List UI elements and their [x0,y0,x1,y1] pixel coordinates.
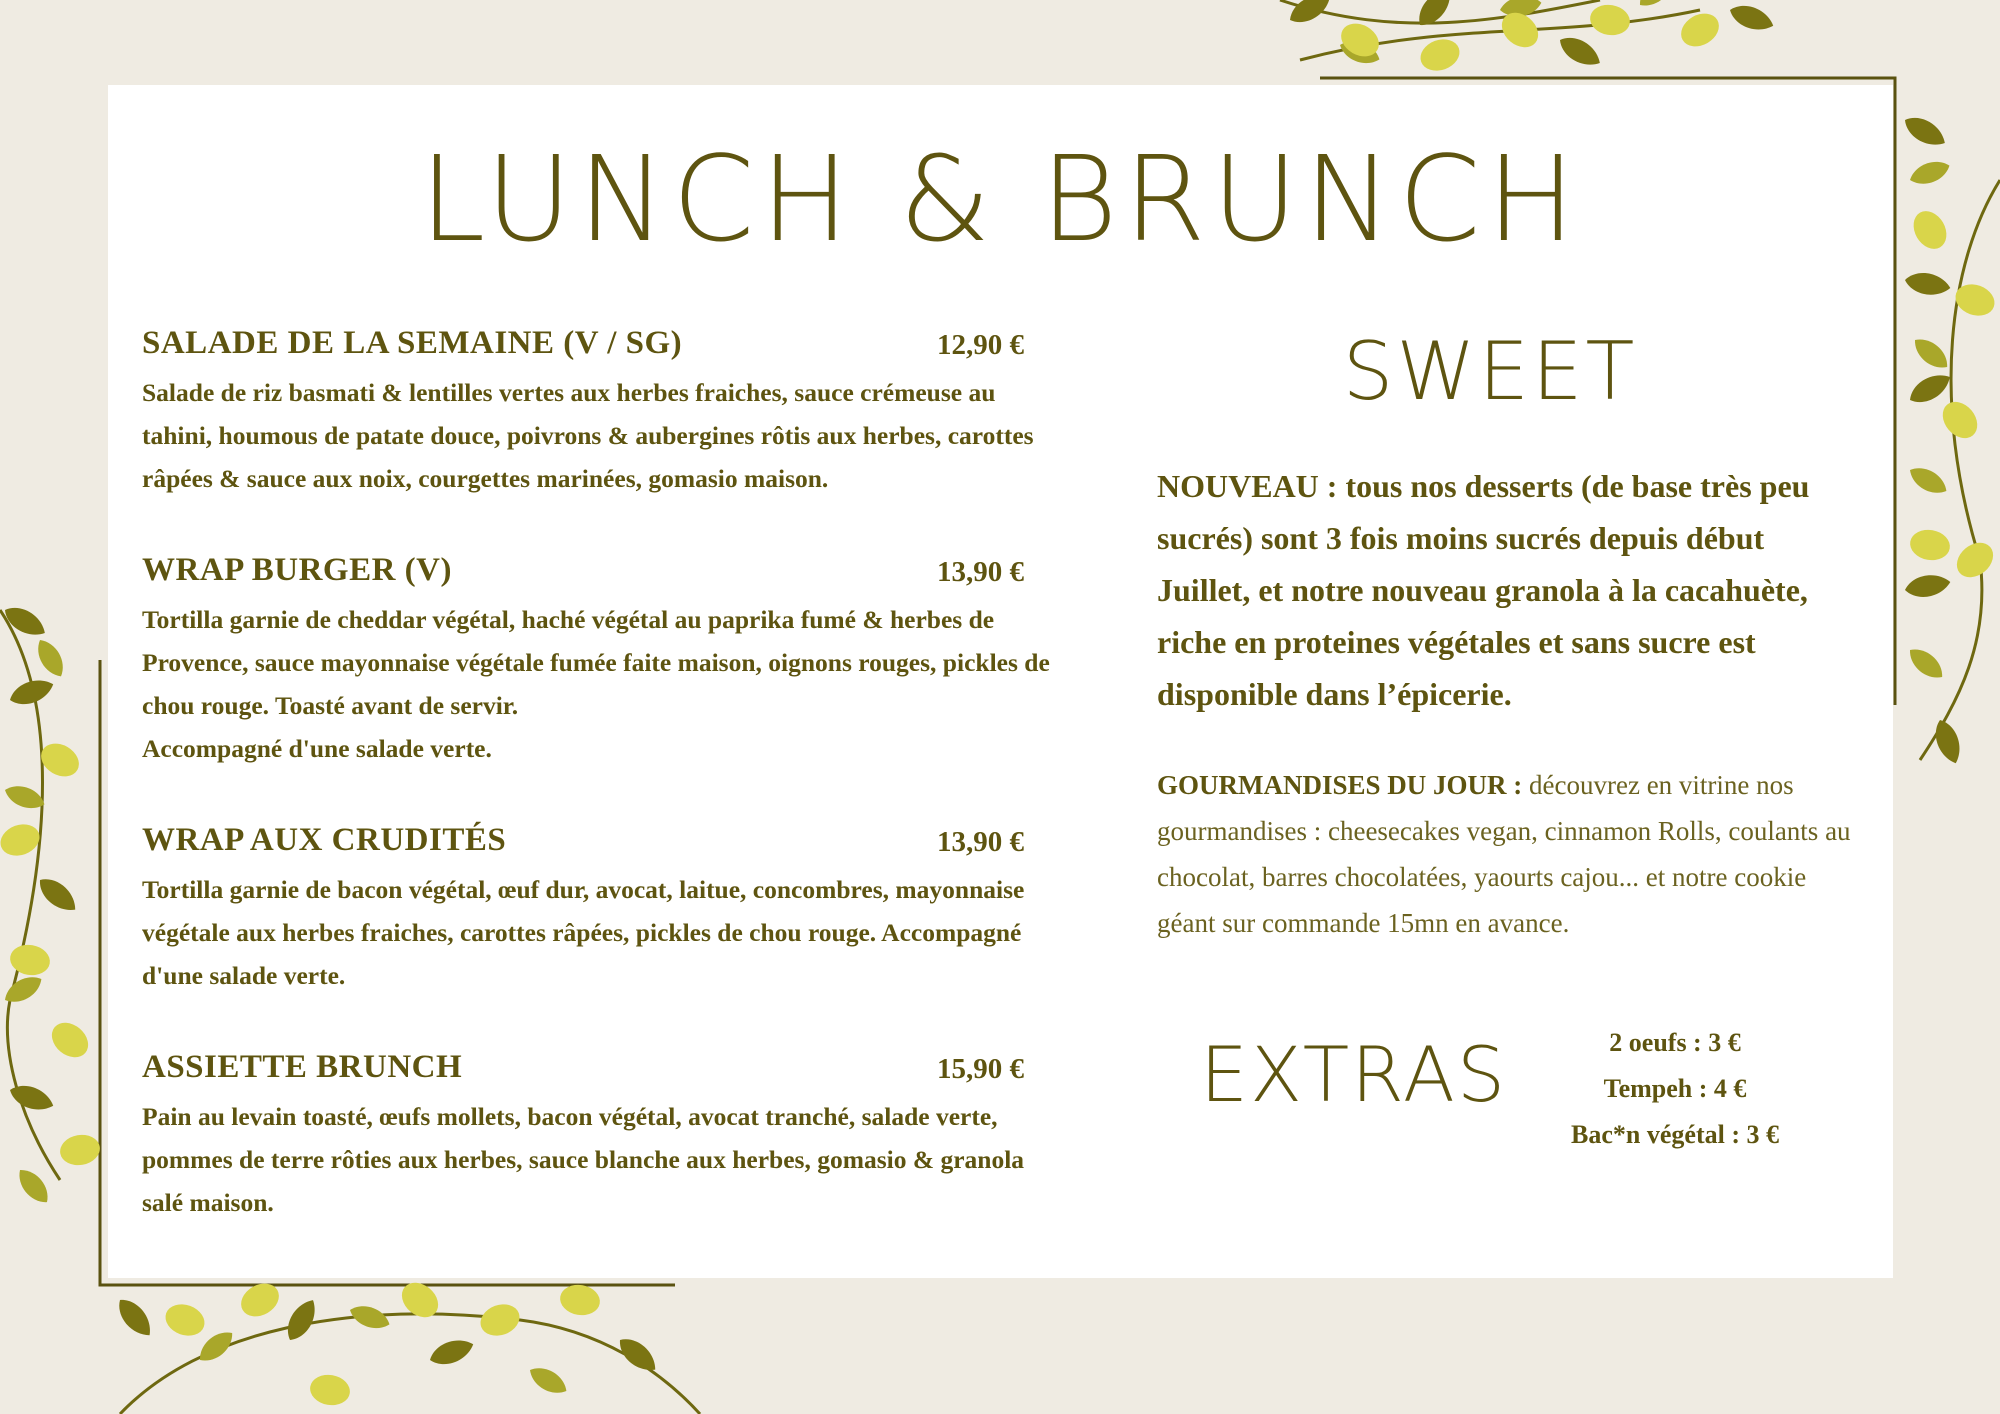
menu-item-name: WRAP AUX CRUDITÉS [142,822,507,858]
daily-treats-description: découvrez en vitrine nos gourmandises : cheesecakes vegan, cinnamon Rolls, coulants au chocolat, barres chocolatées, yaourts cajou... et notre cookie géant sur commande 15mn en avance. [1157,770,1851,938]
olive-branch-left [0,601,102,1209]
olive-branch-top-right [1280,0,1777,76]
menu-item [142,325,1052,500]
extras-item: Tempeh : 4 € [1603,1074,1747,1103]
menu-item-price: 13,90 € [937,556,1024,588]
olive-branch-bottom-left [112,1276,700,1414]
menu-item [142,1049,1052,1224]
menu-item [142,822,1052,997]
menu-item-name: WRAP BURGER (V) [142,552,452,588]
menu-item-name: SALADE DE LA SEMAINE (V / SG) [142,325,683,361]
menu-item-name: ASSIETTE BRUNCH [142,1049,463,1085]
menu-item-description: Tortilla garnie de cheddar végétal, haché végétal au paprika fumé & herbes de Provence, sauce mayonnaise végétale fumée faite maison, oignons rouges, pickles de chou rouge. Toasté avant de servir. [142,605,1050,720]
menu-item-description-extra: Accompagné d'une salade verte. [142,734,492,763]
menu-item-price: 13,90 € [937,826,1024,858]
extras-section-title: EXTRAS [1200,1030,1508,1119]
menu-item-description: Pain au levain toasté, œufs mollets, bacon végétal, avocat tranché, salade verte, pommes de terre rôties aux herbes, sauce blanche aux herbes, gomasio & granola salé maison. [142,1102,1025,1217]
menu-item-price: 15,90 € [937,1053,1024,1085]
menu-item [142,552,1052,770]
extras-item: 2 oeufs : 3 € [1609,1028,1741,1057]
sweet-announcement: NOUVEAU : tous nos desserts (de base très peu sucrés) sont 3 fois moins sucrés depuis début Juillet, et notre nouveau granola à la cacahuète, riche en proteines végétales et sans sucre est disponible dans l’épicerie. [1157,468,1810,712]
extras-item: Bac*n végétal : 3 € [1571,1120,1779,1149]
lunch-items-list [142,325,1052,1276]
menu-title: LUNCH & BRUNCH [419,130,1582,268]
menu-item-price: 12,90 € [937,329,1024,361]
menu-item-description: Tortilla garnie de bacon végétal, œuf dur, avocat, laitue, concombres, mayonnaise végétale aux herbes fraiches, carottes râpées, pickles de chou rouge. Accompagné d'une salade verte. [142,875,1025,990]
extras-list [1530,1020,1820,1158]
menu-item-description: Salade de riz basmati & lentilles vertes aux herbes fraiches, sauce crémeuse au tahini, houmous de patate douce, poivrons & aubergines rôtis aux herbes, carottes râpées & sauce aux noix, courgettes marinées, gomasio maison. [142,378,1034,493]
daily-treats-text [1157,762,1857,946]
olive-branch-right [1900,111,2000,767]
daily-treats-label: GOURMANDISES DU JOUR : [1157,770,1523,800]
sweet-section-title: SWEET [1342,325,1638,418]
